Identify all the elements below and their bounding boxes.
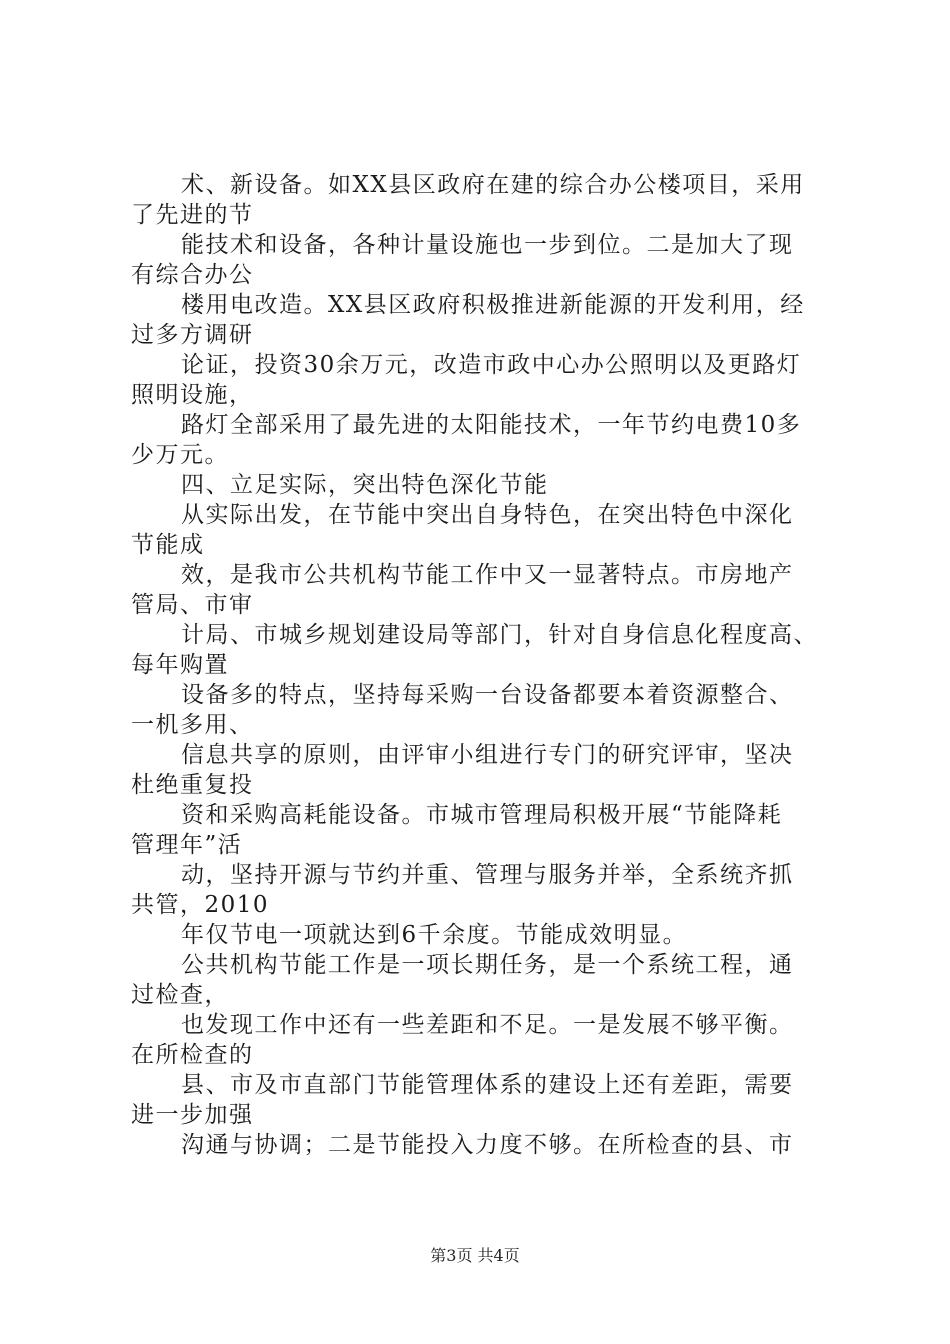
text-line: 县、市及市直部门节能管理体系的建设上还有差距，需要 [181, 1072, 794, 1098]
text-line: 论证，投资30余万元，改造市政中心办公照明以及更路灯 [181, 352, 802, 378]
page-footer: 第3页 共4页 [430, 1246, 520, 1265]
text-line: 沟通与协调；二是节能投入力度不够。在所检查的县、市 [181, 1132, 794, 1158]
text-line: 楼用电改造。XX县区政府积极推进新能源的开发利用，经 [181, 292, 805, 318]
text-line: 进一步加强 [131, 1102, 254, 1128]
text-line: 少万元。 [131, 442, 229, 468]
text-line: 公共机构节能工作是一项长期任务，是一个系统工程，通 [181, 952, 794, 978]
text-line: 从实际出发，在节能中突出自身特色，在突出特色中深化 [181, 502, 794, 528]
text-line: 在所检查的 [131, 1042, 254, 1068]
document-body [131, 170, 851, 1160]
text-line: 节能成 [131, 532, 205, 558]
text-line: 了先进的节 [131, 202, 254, 228]
text-line: 共管，2010 [131, 892, 270, 918]
text-line: 也发现工作中还有一些差距和不足。一是发展不够平衡。 [181, 1012, 794, 1038]
text-line: 年仅节电一项就达到6千余度。节能成效明显。 [181, 922, 688, 948]
text-line: 有综合办公 [131, 262, 254, 288]
text-line: 计局、市城乡规划建设局等部门，针对自身信息化程度高、 [181, 622, 818, 648]
text-line: 路灯全部采用了最先进的太阳能技术，一年节约电费10多 [181, 412, 802, 438]
text-line: 动，坚持开源与节约并重、管理与服务并举，全系统齐抓 [181, 862, 794, 888]
text-line: 过多方调研 [131, 322, 254, 348]
text-line: 四、立足实际，突出特色深化节能 [181, 472, 549, 498]
text-line: 能技术和设备，各种计量设施也一步到位。二是加大了现 [181, 232, 794, 258]
text-line: 术、新设备。如XX县区政府在建的综合办公楼项目，采用 [181, 172, 805, 198]
text-line: 效，是我市公共机构节能工作中又一显著特点。市房地产 [181, 562, 794, 588]
text-line: 每年购置 [131, 652, 229, 678]
text-line: 照明设施， [131, 382, 254, 408]
text-line: 资和采购高耗能设备。市城市管理局积极开展“节能降耗 [181, 802, 783, 828]
text-line: 管局、市审 [131, 592, 254, 618]
text-line: 信息共享的原则，由评审小组进行专门的研究评审，坚决 [181, 742, 794, 768]
text-line: 管理年”活 [131, 832, 243, 858]
text-line: 一机多用、 [131, 712, 254, 738]
text-line: 设备多的特点，坚持每采购一台设备都要本着资源整合、 [181, 682, 794, 708]
text-line: 杜绝重复投 [131, 772, 254, 798]
text-line: 过检查， [131, 982, 229, 1008]
